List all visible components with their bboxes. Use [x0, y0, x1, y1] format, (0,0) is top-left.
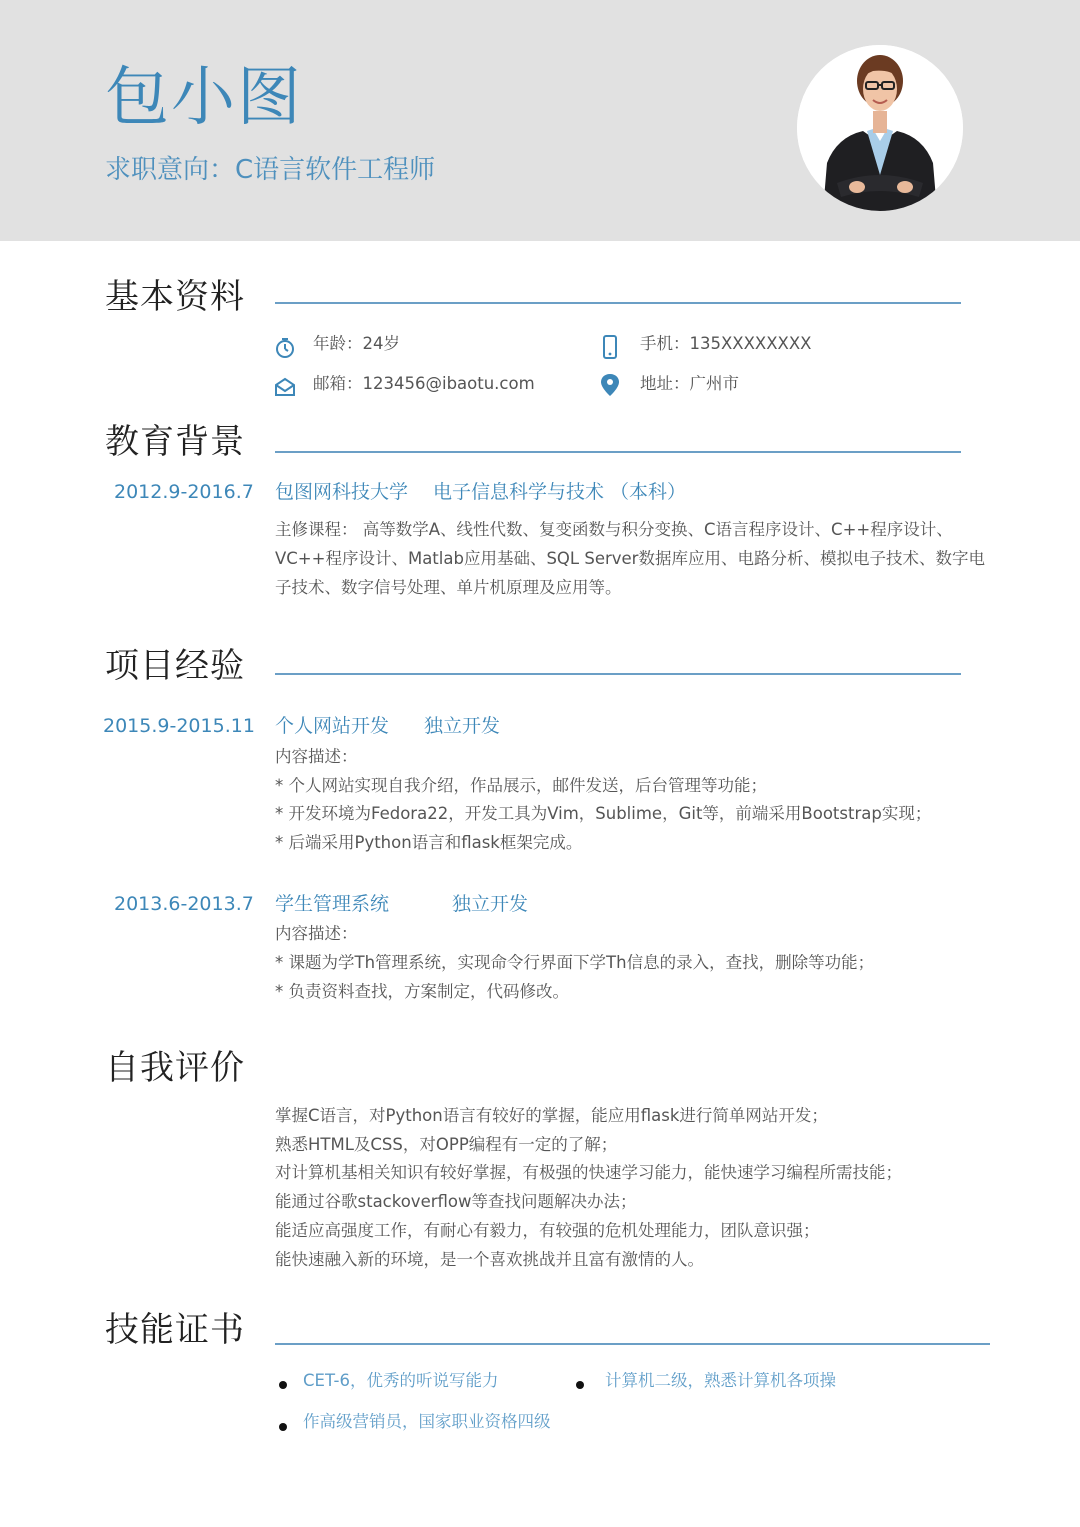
course-line: 主修课程： 高等数学A、线性代数、复变函数与积分变换、C语言程序设计、C++程序设计、	[275, 520, 953, 539]
education-school: 包图网科技大学	[275, 481, 409, 503]
self-line: 能通过谷歌stackoverflow等查找问题解决办法；	[275, 1192, 637, 1211]
project-name: 学生管理系统	[275, 893, 390, 915]
phone-text: 手机：135XXXXXXXX	[640, 334, 812, 353]
location-pin-icon	[599, 373, 621, 395]
section-title-projects: 项目经验	[105, 646, 245, 686]
self-line: 掌握C语言，对Python语言有较好的掌握，能应用flask进行简单网站开发；	[275, 1106, 828, 1125]
email-text: 邮箱：123456@ibaotu.com	[313, 374, 535, 393]
self-line: 能适应高强度工作，有耐心有毅力，有较强的危机处理能力，团队意识强；	[275, 1221, 820, 1240]
section-title-skills: 技能证书	[105, 1310, 245, 1350]
project-role: 独立开发	[452, 893, 529, 915]
project-date: 2013.6-2013.7	[114, 893, 254, 915]
address-text: 地址：广州市	[640, 374, 739, 393]
project-desc-label: 内容描述：	[275, 747, 358, 766]
clock-icon	[274, 337, 296, 359]
project-desc-line: * 开发环境为Fedora22，开发工具为Vim，Sublime，Git等，前端采用Bootstrap实现；	[275, 804, 932, 823]
bullet-dot	[576, 1381, 584, 1389]
avatar	[797, 45, 963, 211]
candidate-name: 包小图	[105, 61, 303, 135]
project-desc-line: * 后端采用Python语言和flask框架完成。	[275, 833, 583, 852]
education-major: 电子信息科学与技术 （本科）	[433, 481, 687, 503]
project-desc-line: * 个人网站实现自我介绍，作品展示，邮件发送，后台管理等功能；	[275, 776, 767, 795]
phone-icon	[599, 335, 621, 357]
skill-item: 作高级营销员，国家职业资格四级	[303, 1412, 551, 1431]
skill-item: CET-6，优秀的听说写能力	[303, 1371, 499, 1390]
project-name: 个人网站开发	[275, 715, 390, 737]
skill-item: 计算机二级，熟悉计算机各项操	[605, 1371, 836, 1390]
project-role: 独立开发	[424, 715, 501, 737]
project-desc-line: * 负责资料查找，方案制定，代码修改。	[275, 982, 569, 1001]
divider	[275, 302, 961, 304]
section-title-self: 自我评价	[105, 1048, 245, 1088]
project-desc-label: 内容描述：	[275, 924, 358, 943]
divider	[275, 451, 961, 453]
divider	[275, 1343, 990, 1345]
mail-icon	[274, 376, 296, 398]
bullet-dot	[279, 1423, 287, 1431]
age-text: 年龄：24岁	[313, 334, 400, 353]
section-title-basic: 基本资料	[105, 277, 245, 317]
self-line: 熟悉HTML及CSS，对OPP编程有一定的了解；	[275, 1135, 618, 1154]
education-date: 2012.9-2016.7	[114, 481, 254, 503]
self-line: 对计算机基相关知识有较好掌握，有极强的快速学习能力，能快速学习编程所需技能；	[275, 1163, 902, 1182]
project-date: 2015.9-2015.11	[103, 715, 255, 737]
section-title-education: 教育背景	[105, 422, 245, 462]
course-line: VC++程序设计、Matlab应用基础、SQL Server数据库应用、电路分析、模拟电子技术、数字电	[275, 549, 985, 568]
divider	[275, 673, 961, 675]
project-desc-line: * 课题为学Th管理系统，实现命令行界面下学Th信息的录入，查找，删除等功能；	[275, 953, 875, 972]
job-intent: 求职意向：C语言软件工程师	[105, 155, 436, 185]
bullet-dot	[279, 1381, 287, 1389]
course-line: 子技术、数字信号处理、单片机原理及应用等。	[275, 578, 622, 597]
self-line: 能快速融入新的环境，是一个喜欢挑战并且富有激情的人。	[275, 1250, 704, 1269]
